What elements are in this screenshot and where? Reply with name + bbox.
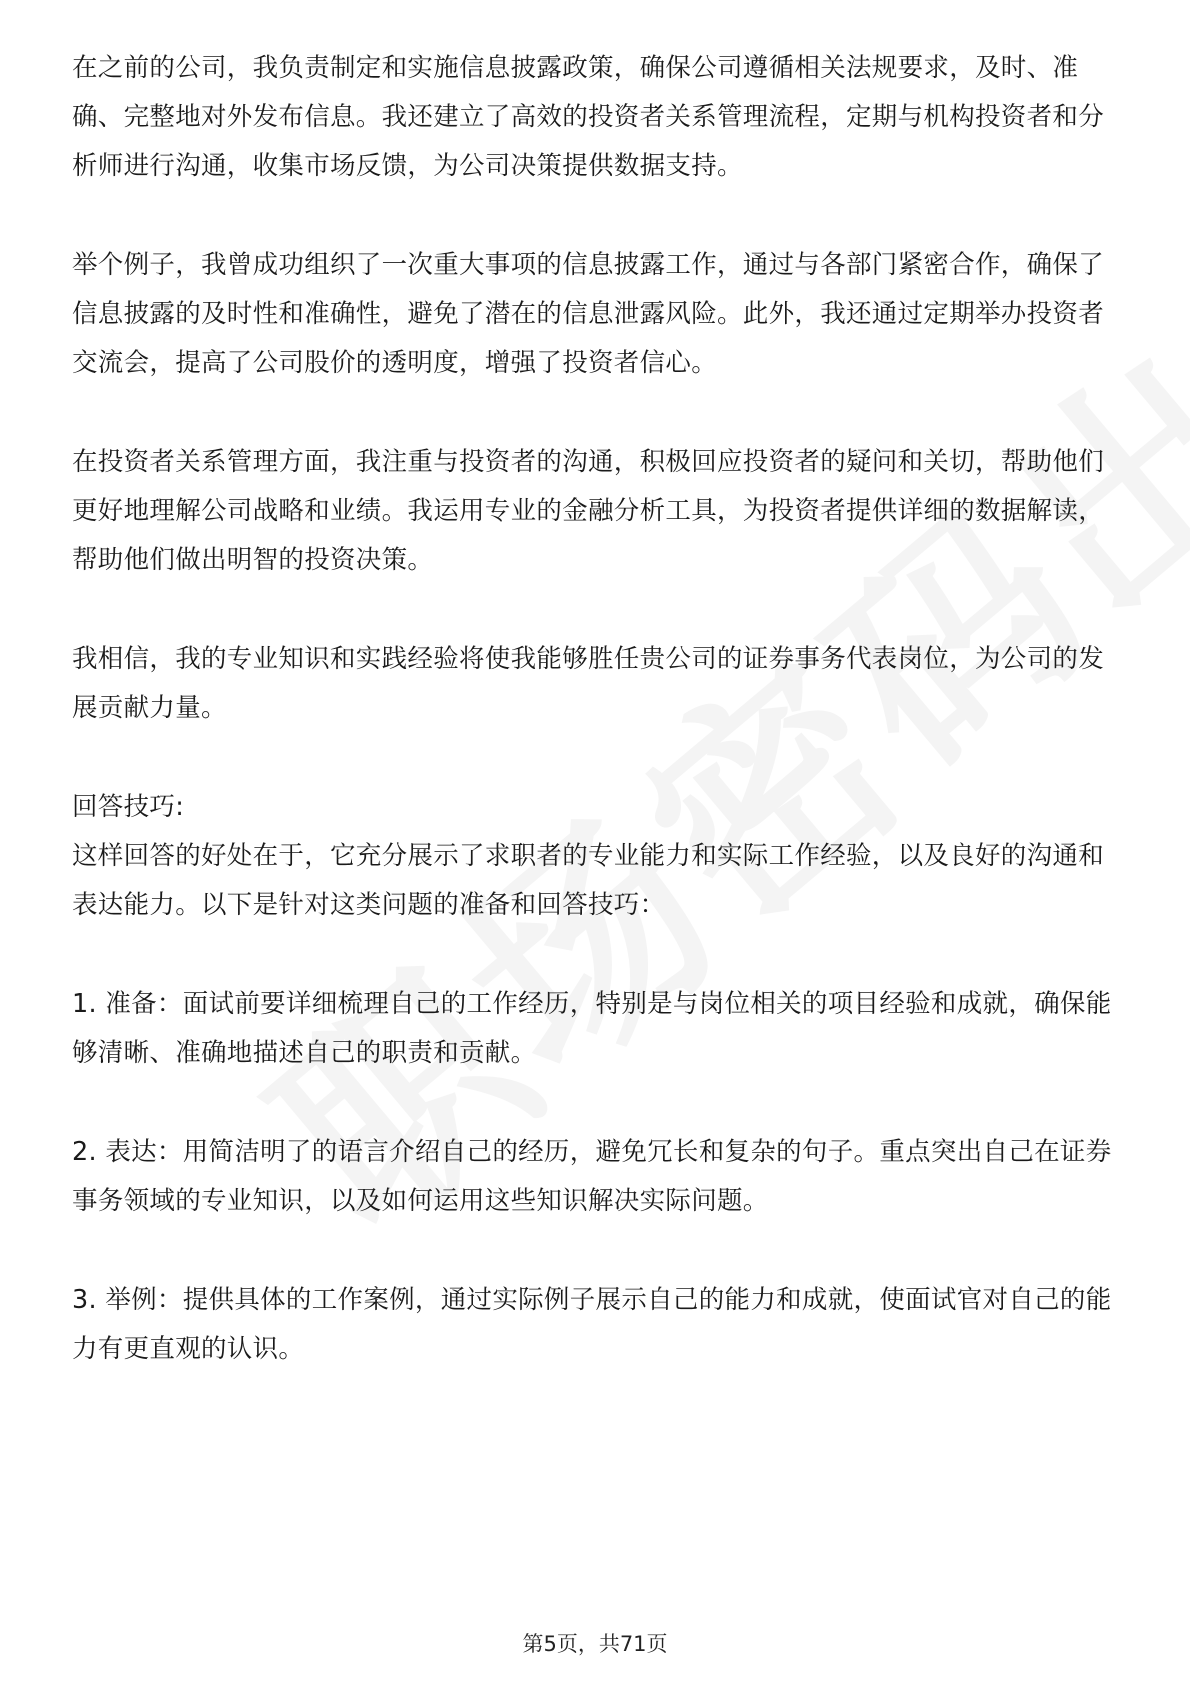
paragraph-investor-relations: 在投资者关系管理方面，我注重与投资者的沟通，积极回应投资者的疑问和关切，帮助他们更好地理解公司战略和业绩。我运用专业的金融分析工具，为投资者提供详细的数据解读，帮助他们做出明智的投资决策。	[72, 447, 1105, 575]
document-body	[72, 44, 1122, 1374]
paragraph-conclusion: 我相信，我的专业知识和实践经验将使我能够胜任贵公司的证券事务代表岗位，为公司的发展贡献力量。	[72, 644, 1105, 723]
tip-item-prepare: 1. 准备：面试前要详细梳理自己的工作经历，特别是与岗位相关的项目经验和成就，确保能够清晰、准确地描述自己的职责和贡献。	[72, 989, 1112, 1068]
tips-intro: 这样回答的好处在于，它充分展示了求职者的专业能力和实际工作经验，以及良好的沟通和表达能力。以下是针对这类问题的准备和回答技巧：	[72, 841, 1105, 920]
page-number: 第5页，共71页	[522, 1632, 668, 1656]
tips-heading: 回答技巧:	[72, 792, 185, 822]
tip-item-express: 2. 表达：用简洁明了的语言介绍自己的经历，避免冗长和复杂的句子。重点突出自己在证券事务领域的专业知识，以及如何运用这些知识解决实际问题。	[72, 1137, 1112, 1216]
paragraph-example: 举个例子，我曾成功组织了一次重大事项的信息披露工作，通过与各部门紧密合作，确保了信息披露的及时性和准确性，避免了潜在的信息泄露风险。此外，我还通过定期举办投资者交流会，提高了公司股价的透明度，增强了投资者信心。	[72, 250, 1105, 378]
paragraph-experience: 在之前的公司，我负责制定和实施信息披露政策，确保公司遵循相关法规要求，及时、准确、完整地对外发布信息。我还建立了高效的投资者关系管理流程，定期与机构投资者和分析师进行沟通，收集市场反馈，为公司决策提供数据支持。	[72, 53, 1105, 181]
tip-item-example: 3. 举例：提供具体的工作案例，通过实际例子展示自己的能力和成就，使面试官对自己的能力有更直观的认识。	[72, 1285, 1112, 1364]
